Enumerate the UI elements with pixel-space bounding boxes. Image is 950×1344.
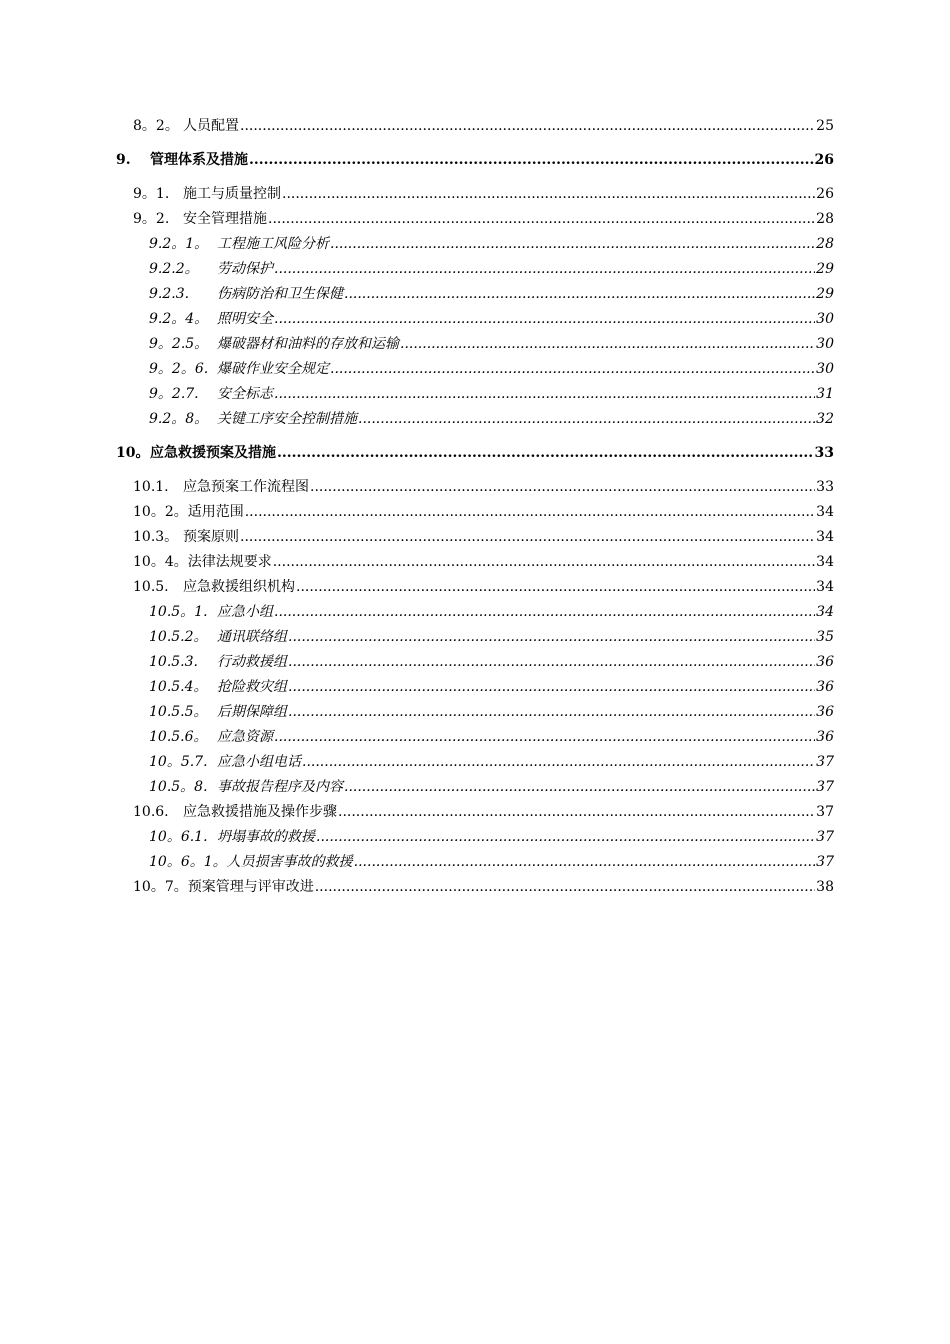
- toc-entry[interactable]: [149, 309, 834, 329]
- toc-entry-page: 37: [816, 829, 834, 845]
- toc-dot-leader: [274, 259, 815, 279]
- toc-entry-number: 9.2。8。: [149, 411, 209, 427]
- toc-entry-number: 10.5.4。: [149, 679, 208, 695]
- toc-entry-page: 37: [816, 779, 834, 795]
- toc-entry-number: 8。2。: [133, 118, 179, 134]
- toc-entry-title: 关键工序安全控制措施: [217, 411, 357, 427]
- toc-entry-page: 31: [816, 386, 834, 402]
- toc-entry-title: 工程施工风险分析: [217, 236, 329, 252]
- toc-entry-number: 10.5.: [133, 579, 169, 595]
- toc-entry[interactable]: [133, 116, 834, 136]
- toc-entry-title: 适用范围: [187, 504, 244, 520]
- toc-entry-page: 25: [816, 118, 834, 134]
- toc-dot-leader: [249, 150, 814, 170]
- toc-entry-title: 应急救援预案及措施: [150, 445, 276, 461]
- toc-dot-leader: [245, 502, 815, 522]
- toc-entry-title: 爆破作业安全规定: [217, 361, 329, 377]
- toc-entry[interactable]: [149, 752, 834, 772]
- toc-entry-title: 应急救援措施及操作步骤: [183, 804, 337, 820]
- toc-entry[interactable]: [133, 502, 834, 522]
- toc-dot-leader: [288, 677, 815, 697]
- toc-dot-leader: [338, 802, 815, 822]
- toc-entry[interactable]: [149, 827, 834, 847]
- toc-entry[interactable]: [149, 359, 834, 379]
- toc-entry-page: 34: [816, 529, 834, 545]
- toc-entry-title: 预案原则: [183, 529, 239, 545]
- toc-entry-number: 9.2.3.: [149, 286, 190, 302]
- toc-entry-title: 人员配置: [183, 118, 239, 134]
- toc-entry[interactable]: [149, 627, 834, 647]
- toc-entry-page: 28: [816, 236, 834, 252]
- toc-entry-page: 36: [816, 729, 834, 745]
- toc-entry[interactable]: [133, 209, 834, 229]
- toc-entry-title: 施工与质量控制: [183, 186, 281, 202]
- toc-dot-leader: [354, 852, 816, 872]
- toc-entry-number: 10。7。: [133, 879, 188, 895]
- toc-entry-number: 10.6.: [133, 804, 169, 820]
- toc-dot-leader: [400, 334, 815, 354]
- toc-entry-number: 10.3。: [133, 529, 179, 545]
- toc-entry-page: 28: [816, 211, 834, 227]
- toc-entry-number: 9。2.5。: [149, 336, 209, 352]
- toc-dot-leader: [344, 777, 815, 797]
- toc-dot-leader: [302, 752, 815, 772]
- toc-dot-leader: [240, 116, 815, 136]
- toc-entry-number: 10。6。1。: [149, 854, 227, 870]
- toc-dot-leader: [288, 627, 815, 647]
- toc-entry-page: 29: [816, 261, 834, 277]
- toc-entry-page: 36: [816, 654, 834, 670]
- toc-entry-number: 10。: [116, 445, 150, 461]
- toc-dot-leader: [240, 527, 815, 547]
- toc-entry-number: 10.5.5。: [149, 704, 208, 720]
- toc-dot-leader: [274, 309, 815, 329]
- toc-entry-page: 34: [816, 504, 834, 520]
- toc-entry[interactable]: [116, 443, 834, 463]
- toc-entry[interactable]: [149, 852, 834, 872]
- toc-entry-title: 安全管理措施: [183, 211, 267, 227]
- toc-entry-title: 坍塌事故的救援: [217, 829, 315, 845]
- toc-entry-number: 9.2。1。: [149, 236, 209, 252]
- toc-entry[interactable]: [149, 234, 834, 254]
- toc-entry[interactable]: [133, 184, 834, 204]
- toc-entry-page: 26: [814, 152, 834, 168]
- toc-entry-number: 10.5.3.: [149, 654, 198, 670]
- toc-entry[interactable]: [133, 477, 834, 497]
- toc-entry-title: 人员损害事故的救援: [226, 854, 353, 870]
- toc-entry[interactable]: [149, 284, 834, 304]
- toc-entry[interactable]: [149, 602, 834, 622]
- toc-entry[interactable]: [133, 527, 834, 547]
- toc-entry-page: 36: [816, 704, 834, 720]
- toc-entry-number: 9.: [116, 152, 131, 168]
- toc-dot-leader: [288, 652, 815, 672]
- toc-entry[interactable]: [149, 384, 834, 404]
- toc-entry-title: 通讯联络组: [217, 629, 287, 645]
- toc-dot-leader: [330, 234, 815, 254]
- toc-entry-title: 应急资源: [217, 729, 273, 745]
- toc-entry-number: 9。1.: [133, 186, 170, 202]
- toc-entry-page: 30: [816, 311, 834, 327]
- toc-entry-title: 爆破器材和油料的存放和运输: [217, 336, 399, 352]
- toc-entry-title: 应急小组电话: [217, 754, 301, 770]
- toc-dot-leader: [358, 409, 815, 429]
- toc-dot-leader: [268, 209, 815, 229]
- toc-dot-leader: [315, 877, 815, 897]
- toc-entry-title: 照明安全: [217, 311, 273, 327]
- toc-dot-leader: [274, 384, 815, 404]
- toc-entry-number: 10。6.1.: [149, 829, 208, 845]
- toc-entry[interactable]: [149, 652, 834, 672]
- toc-entry-page: 37: [816, 854, 834, 870]
- toc-entry-title: 安全标志: [217, 386, 273, 402]
- toc-entry[interactable]: [149, 259, 834, 279]
- toc-entry-page: 35: [816, 629, 834, 645]
- toc-entry-number: 10。5.7.: [149, 754, 208, 770]
- toc-entry-number: 9.2。4。: [149, 311, 209, 327]
- toc-entry-number: 10。2。: [133, 504, 188, 520]
- toc-entry[interactable]: [133, 552, 834, 572]
- toc-dot-leader: [288, 702, 815, 722]
- toc-entry-page: 30: [816, 336, 834, 352]
- toc-entry[interactable]: [133, 802, 834, 822]
- toc-entry[interactable]: [149, 777, 834, 797]
- toc-entry-title: 法律法规要求: [187, 554, 272, 570]
- toc-entry-page: 33: [814, 445, 834, 461]
- toc-entry-title: 抢险救灾组: [217, 679, 287, 695]
- toc-entry[interactable]: [149, 409, 834, 429]
- toc-entry-title: 应急预案工作流程图: [183, 479, 309, 495]
- toc-entry-page: 34: [816, 604, 834, 620]
- toc-entry-title: 劳动保护: [217, 261, 273, 277]
- toc-entry-title: 应急救援组织机构: [183, 579, 295, 595]
- toc-entry-number: 10.1.: [133, 479, 169, 495]
- toc-entry-page: 36: [816, 679, 834, 695]
- toc-entry[interactable]: [116, 150, 834, 170]
- toc-entry-page: 29: [816, 286, 834, 302]
- toc-dot-leader: [316, 827, 815, 847]
- toc-entry-title: 行动救援组: [217, 654, 287, 670]
- toc-entry[interactable]: [149, 334, 834, 354]
- toc-dot-leader: [310, 477, 815, 497]
- toc-entry-number: 9.2.2。: [149, 261, 199, 277]
- toc-entry-number: 9。2。6.: [149, 361, 209, 377]
- toc-entry-number: 10.5.6。: [149, 729, 208, 745]
- toc-dot-leader: [282, 184, 815, 204]
- toc-dot-leader: [274, 727, 815, 747]
- toc-entry-page: 37: [816, 804, 834, 820]
- toc-entry-page: 26: [816, 186, 834, 202]
- toc-entry[interactable]: [133, 577, 834, 597]
- toc-entry-page: 32: [816, 411, 834, 427]
- toc-entry-title: 应急小组: [217, 604, 273, 620]
- toc-entry-page: 37: [816, 754, 834, 770]
- toc-dot-leader: [296, 577, 815, 597]
- toc-entry-page: 34: [816, 554, 834, 570]
- toc-dot-leader: [273, 552, 815, 572]
- toc-dot-leader: [330, 359, 815, 379]
- toc-entry-number: 9。2.: [133, 211, 170, 227]
- toc-entry[interactable]: [133, 877, 834, 897]
- toc-entry-page: 30: [816, 361, 834, 377]
- toc-entry-title: 后期保障组: [217, 704, 287, 720]
- toc-entry[interactable]: [149, 702, 834, 722]
- toc-entry[interactable]: [149, 727, 834, 747]
- toc-dot-leader: [344, 284, 815, 304]
- toc-entry[interactable]: [149, 677, 834, 697]
- toc-entry-title: 管理体系及措施: [150, 152, 248, 168]
- toc-entry-number: 9。2.7.: [149, 386, 199, 402]
- toc-entry-number: 10.5。8.: [149, 779, 208, 795]
- toc-entry-number: 10.5。1.: [149, 604, 208, 620]
- toc-entry-title: 预案管理与评审改进: [187, 879, 314, 895]
- toc-entry-number: 10.5.2。: [149, 629, 208, 645]
- toc-entry-number: 10。4。: [133, 554, 188, 570]
- toc-entry-page: 38: [816, 879, 834, 895]
- toc-entry-page: 34: [816, 579, 834, 595]
- toc-entry-title: 伤病防治和卫生保健: [217, 286, 343, 302]
- toc-entry-title: 事故报告程序及内容: [217, 779, 343, 795]
- toc-dot-leader: [277, 443, 814, 463]
- toc-entry-page: 33: [816, 479, 834, 495]
- toc-dot-leader: [274, 602, 815, 622]
